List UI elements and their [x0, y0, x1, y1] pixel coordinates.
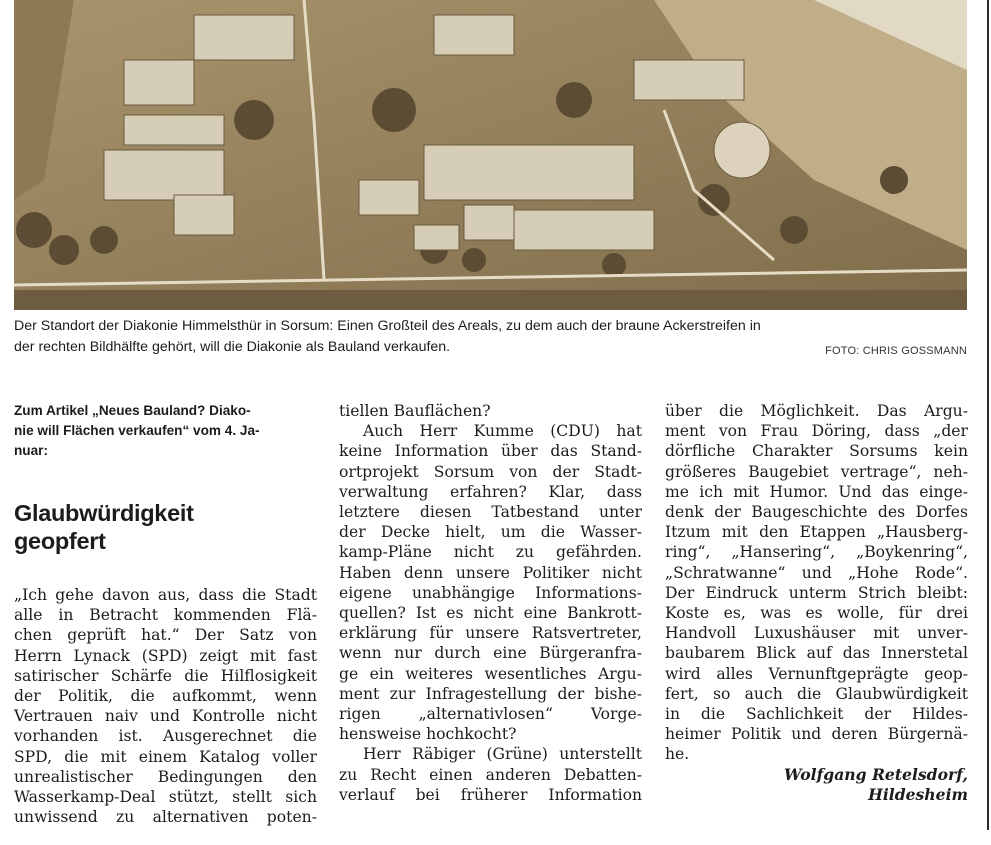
text-line: ment zur Infragestellung der bishe- — [339, 684, 642, 703]
text-line: unwissend zu alternativen poten- — [14, 808, 317, 827]
text-line: wenn nur durch eine Bürgeranfra- — [339, 644, 642, 663]
article-column-2 — [339, 401, 642, 805]
text-line: Haben denn unsere Politiker nicht — [339, 563, 642, 582]
text-line: letztere diesen Tatbestand unter — [339, 503, 642, 522]
text-line: vorhanden ist. Ausgerechnet die — [14, 727, 317, 746]
caption-line: der rechten Bildhälfte gehört, will die Diakonie als Bauland verkaufen. — [14, 339, 451, 355]
article-column-3 — [665, 401, 968, 805]
text-line: Koste es, was es wolle, für drei — [665, 604, 968, 623]
photo-caption — [14, 316, 967, 358]
text-line: der Politik, die aufkommt, wenn — [14, 687, 317, 706]
text-line: „Schratwanne“ und „Hohe Rode“. — [665, 563, 968, 582]
text-line: Vertrauen naiv und Kontrolle nicht — [14, 707, 317, 726]
text-line: verlauf bei früherer Information — [339, 785, 642, 804]
article-reference — [14, 401, 317, 461]
text-line: hensweise hochkocht? — [339, 725, 517, 744]
text-line: chen geprüft hat.“ Der Satz von — [14, 626, 317, 645]
body-text — [14, 585, 317, 827]
text-line: Herr Räbiger (Grüne) unterstellt — [363, 745, 642, 764]
text-line: unrealistischer Bedingungen den — [14, 767, 317, 786]
text-line: Auch Herr Kumme (CDU) hat — [363, 422, 642, 441]
text-line: rigen „alternativlosen“ Vorge- — [339, 705, 642, 724]
text-line: SPD, die mit einem Katalog voller — [14, 747, 317, 766]
text-line: kamp-Pläne nicht zu gefährden. — [339, 543, 642, 562]
text-line: alle in Betracht kommenden Flä- — [14, 606, 317, 625]
text-line: Itzum mit den Etappen „Hausberg- — [665, 523, 968, 542]
text-line: in die Sachlichkeit der Hildes- — [665, 705, 968, 724]
text-line: denk der Baugeschichte des Dorfes — [665, 503, 968, 522]
caption-line: Der Standort der Diakonie Himmelsthür in Sorsum: Einen Großteil des Areals, zu dem auch der braune Ackerstreifen in — [14, 318, 761, 334]
text-line: ge ein weiteres wesentliches Argu- — [339, 664, 642, 683]
text-line: ortprojekt Sorsum von der Stadt- — [339, 462, 642, 481]
text-line: fert, so auch die Glaubwürdigkeit — [665, 684, 968, 703]
text-line: ment von Frau Döring, dass „der — [665, 422, 968, 441]
text-line: heimer Politik und deren Bürgernä- — [665, 725, 968, 744]
lead-line: nuar: — [14, 443, 48, 458]
text-line: „Ich gehe davon aus, dass die Stadt — [14, 586, 317, 604]
text-line: dörfliche Charakter Sorsums kein — [665, 442, 968, 461]
text-line: der Decke hielt, um die Wasser- — [339, 523, 642, 542]
text-line: Handvoll Luxushäuser mit unver- — [665, 624, 968, 643]
text-line: satirischer Schärfe die Hilflosigkeit — [14, 666, 317, 685]
text-line: Wasserkamp-Deal stützt, stellt sich — [14, 788, 317, 807]
text-line: eigene unabhängige Informations- — [339, 583, 642, 602]
text-line: tiellen Bauflächen? — [339, 402, 491, 420]
text-line: über die Möglichkeit. Das Argu- — [665, 402, 968, 420]
text-line: keine Information über das Stand- — [339, 442, 642, 461]
text-line: wird alles Vernunftgeprägte geop- — [665, 664, 968, 683]
text-line: ring“, „Hansering“, „Boykenring“, — [665, 543, 968, 562]
text-line: zu Recht einen anderen Debatten- — [339, 765, 642, 784]
aerial-photo — [14, 0, 967, 310]
text-line: erklärung für unsere Ratsvertreter, — [339, 624, 642, 643]
text-line: me ich mit Humor. Und das einge- — [665, 482, 968, 501]
text-line: Der Eindruck unterm Strich bleibt: — [665, 583, 968, 602]
lead-line: nie will Flächen verkaufen“ vom 4. Ja- — [14, 423, 260, 438]
text-line: baubarem Blick auf das Innerstetal — [665, 644, 968, 663]
text-line: größeres Baugebiet vertrage“, neh- — [665, 462, 968, 481]
text-line: he. — [665, 745, 690, 764]
author-name: Wolfgang Retelsdorf, — [784, 764, 968, 784]
text-line: Herrn Lynack (SPD) zeigt mit fast — [14, 646, 317, 665]
author-city: Hildesheim — [868, 784, 968, 804]
photo-credit: FOTO: CHRIS GOSSMANN — [825, 345, 967, 357]
text-line: verwaltung erfahren? Klar, dass — [339, 482, 642, 501]
article-column-1 — [14, 401, 317, 827]
headline — [14, 499, 317, 555]
lead-line: Zum Artikel „Neues Bauland? Diako- — [14, 403, 251, 418]
column-rule — [987, 0, 989, 830]
headline-line: geopfert — [14, 528, 106, 554]
text-line: quellen? Ist es nicht eine Bankrott- — [339, 604, 642, 623]
aerial-photo-illustration — [14, 0, 967, 310]
headline-line: Glaubwürdigkeit — [14, 500, 194, 526]
